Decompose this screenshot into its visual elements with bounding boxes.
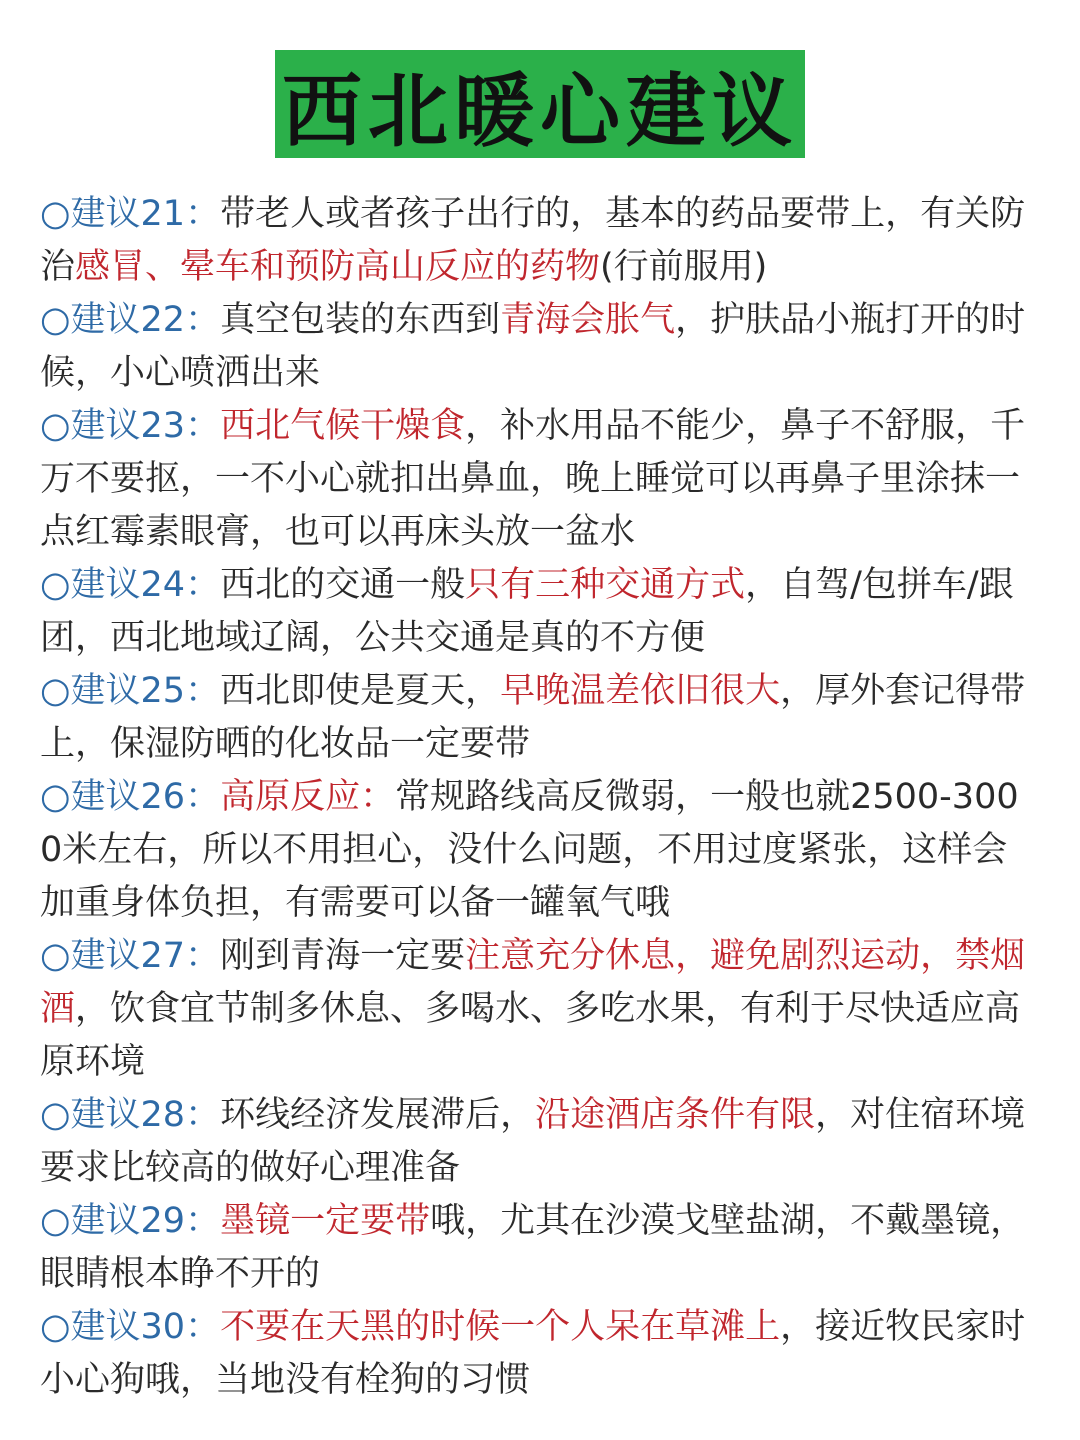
tip-label: ○建议26： [40,777,221,817]
tip-text: 刚到青海一定要 [220,936,466,976]
tip-highlight-text: 只有三种交通方式 [465,565,746,605]
page-title: 西北暖心建议 [282,64,798,158]
tip-highlight-text: 感冒、晕车和预防高山反应的药物 [75,247,601,287]
tip-highlight-text: 青海会胀气 [500,300,676,340]
tip-label: ○建议28： [40,1095,221,1135]
tip-item [40,1195,1040,1301]
tip-label: ○建议27： [40,936,221,976]
tip-text: 常规路线高反微弱，一般也就2500-3000米左右，所以不用担心，没什么问题，不用过度紧张，这样会加重身体负担，有需要可以备一罐氧气哦 [40,777,1019,923]
tip-item [40,559,1040,665]
tip-item [40,1301,1040,1407]
tip-text: ，对住宿环境要求比较高的做好心理准备 [40,1095,1026,1188]
tips-list [40,188,1040,1407]
tip-text: ，补水用品不能少，鼻子不舒服，千万不要抠，一不小心就扣出鼻血，晚上睡觉可以再鼻子里涂抹一点红霉素眼膏，也可以再床头放一盆水 [40,406,1026,552]
tip-label: ○建议29： [40,1201,221,1241]
tip-text: 真空包装的东西到 [220,300,501,340]
tip-item [40,665,1040,771]
tip-text: ，厚外套记得带上，保湿防晒的化妆品一定要带 [40,671,1026,764]
tip-text: ，接近牧民家时小心狗哦，当地没有栓狗的习惯 [40,1307,1026,1400]
tip-highlight-text: 高原反应： [220,777,396,817]
tip-label: ○建议25： [40,671,221,711]
tip-highlight-text: 沿途酒店条件有限 [535,1095,816,1135]
tip-text: 带老人或者孩子出行的，基本的药品要带上，有关防治 [40,194,1026,287]
tip-text: 西北即使是夏天， [220,671,501,711]
tip-label: ○建议24： [40,565,221,605]
tip-item [40,400,1040,559]
tip-item [40,930,1040,1089]
tip-label: ○建议30： [40,1307,221,1347]
tip-highlight-text: 不要在天黑的时候一个人呆在草滩上 [220,1307,781,1347]
tip-highlight-text: 西北气候干燥食 [220,406,466,446]
tip-text: (行前服用) [600,247,768,287]
tip-label: ○建议22： [40,300,221,340]
tip-text: 西北的交通一般 [220,565,466,605]
title-banner [275,50,805,158]
tip-item [40,1089,1040,1195]
tip-text: ，护肤品小瓶打开的时候，小心喷洒出来 [40,300,1026,393]
tip-item [40,771,1040,930]
tip-text: ，饮食宜节制多休息、多喝水、多吃水果，有利于尽快适应高原环境 [40,989,1021,1082]
tip-label: ○建议21： [40,194,221,234]
tip-label: ○建议23： [40,406,221,446]
tip-highlight-text: 墨镜一定要带 [220,1201,431,1241]
tip-highlight-text: 注意充分休息，避免剧烈运动，禁烟酒 [40,936,1026,1029]
tip-text: 环线经济发展滞后， [220,1095,536,1135]
tip-text: ，自驾/包拼车/跟团，西北地域辽阔，公共交通是真的不方便 [40,565,1014,658]
tip-text: 哦，尤其在沙漠戈壁盐湖，不戴墨镜，眼睛根本睁不开的 [40,1201,1026,1294]
tip-item [40,294,1040,400]
tip-item [40,188,1040,294]
tip-highlight-text: 早晚温差依旧很大 [500,671,781,711]
